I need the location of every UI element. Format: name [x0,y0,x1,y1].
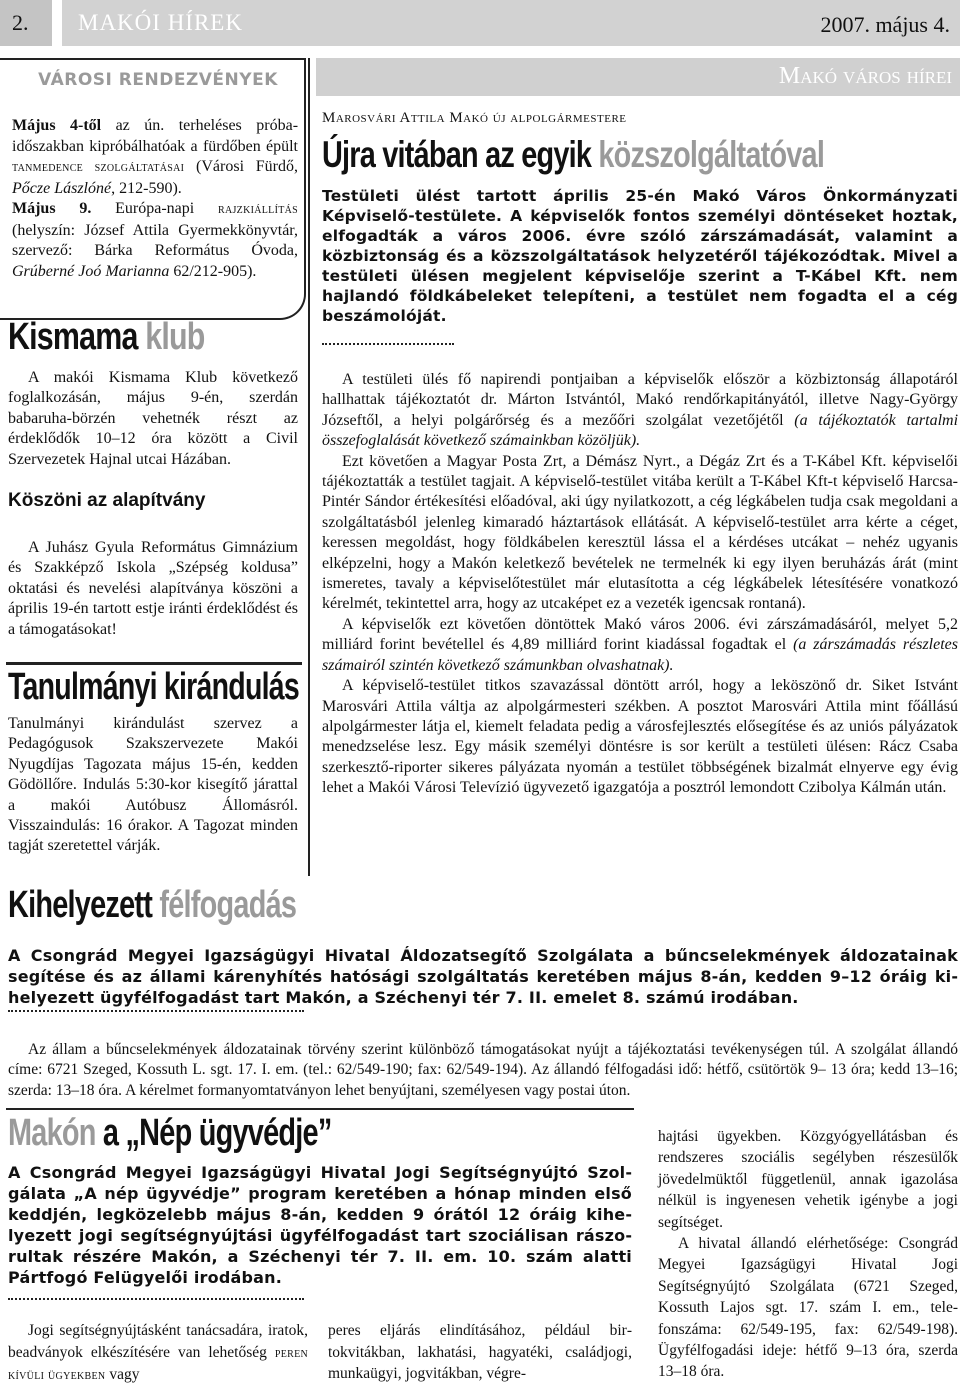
kismama-headline: Kismama klub [8,316,205,358]
dotted-rule [8,1010,304,1012]
dotted-rule [8,1298,304,1300]
events-title: VÁROSI RENDEZVÉNYEK [38,70,278,90]
koszoni-headline: Köszöni az alapítvány [8,490,206,511]
article-headline: Újra vitában az egyik közszolgáltatóval [322,134,825,175]
article-kicker: Marosvári Attila Makó új alpolgármestere [322,110,627,126]
makon-headline: Makón a „Nép ügyvédje” [8,1112,332,1154]
column-divider [308,58,310,876]
kihelyezett-lead: A Csongrád Megyei Igazságügyi Hivatal Áldozatsegítő Szolgálata a bűncselekmények áldozatainak segítése és az állami kárenyhítés hatósági szolgáltatás keretében május 8-án, kedden 9–12 óráig kihelyezett ügyfélfogadást tart Makón, a Széchenyi tér 7. II. emelet 8. számú irodában. [8,946,958,1007]
kismama-body: A makói Kismama Klub következő foglalkozásán, május 9-én, szerdán babaruha-börzén vehetnék részt az érdeklődők 10–12 óra között a Civil Szervezetek Hajnal utcai Házában. [8,369,298,468]
makon-column-2: peres eljárás elindításához, például birtokvitákban, lakhatási, hagyatéki, családjogi, munkaügyi, jogvitákban, végre- [328,1322,632,1382]
makon-lead: A Csongrád Megyei Igazságügyi Hivatal Jogi Segítségnyújtó Szolgálata „A nép ügyvédje” program keretében a hónap minden első keddjén, legközelebb május 8-án, kedden 9 órától 12 óráig kihelyezett jogi segítségnyújtási ügyfélfogadást tart szociálisan rászorultak részére Makón, a Széchenyi tér 7. II. em. 10. szám alatti Pártfogó Felügyelői irodában. [8,1163,632,1287]
event-date: Május 9. [12,200,92,217]
publication-title: MAKÓI HÍREK [78,10,243,35]
page-number: 2. [0,0,52,46]
article-body: A testületi ülés fő napirendi pontjaiban a képviselők először a közbiztonság állapotáról hallhattak tájékoztatót dr. Márton Istvántól, Makó rendőrkapitányától, illetve Nagy-György Józseftől, a helyi polgárőrség és a mezőőri szolgálat vezetőjétől (a tájékoztatók tartalmi összefoglalását következő számainkban közöljük). Ezt követően a Magyar Posta Zrt, a Démász Nyrt., a Dégáz Zrt és a T-Kábel Kft. képviselői tájékoztatták a testület tagjait. A képviselő-testület vitába került a T-Kábel Kft-t képviselő Harcsa-Pintér Sándor értékesítési előadóval, aki úgy nyilatkozott, a cég légkábelen tudja csak megoldani a szolgáltatásból jelenleg kimaradó háztartások ellátását. A képviselő-testület arra kérte a céget, keressen megoldást, hogy földkábelen keresztül lássa el a kérdéses utcákat – nehéz ugyanis elképzelni, hogy a Makón keletkező bevételek ne termelnék ki egy ilyen beruházás árát (mint ismeretes, tavaly a képviselőtestület már elutasította a cég légkábelek létesítésére vonatkozó kérelmét, tekintettel arra, hogy az utcaképet ez a vezeték igencsak rontaná). A képviselők ezt követően döntöttek Makó város 2006. évi zárszámadásáról, melyet 5,2 milliárd forint bevétellel és 4,89 milliárd forint kiadással fogadtak el (a zárszámadás részletes számairól szintén következő számunkban olvashatnak). A képviselő-testület titkos szavazással döntött arról, hogy a leköszönő dr. Siket Istvánt Marosvári Attila váltja az alpolgármesteri székben. A posztot Marosvári Attila mint főállású alpolgármester látja el, kiemelt feladata pedig a városfejlesztés elősegítése és az uniós pályázatok menedzselése lesz. Egy másik személyi döntésre is sor került a testületi ülésen: Rácz Csaba szerkesztő-riporter sikeres pályázata nyomán a testület többségének bizalmát elnyerve egy évig lehet a Makói Városi Televízió ügyvezető igazgatója a posztról lemondott Czibolya Kálmán után. [322,371,959,797]
kihelyezett-body: Az állam a bűncselekmények áldozatainak törvény szerint különböző támogatásokat nyújt a tájékoztatási tevékenységen túl. A szolgálat állandó címe: 6721 Szeged, Kossuth L. sgt. 17. I. em. (tel.: 62/549-190; fax: 62/549-194). Az állandó félfogadási idő: hétfő, csütörtök 9– 13 óra; kedd 13–16; szerda: 13–18 óra. A kérelmet formanyomtatványon lehet benyújtani, személyesen vagy postai úton. [8,1041,958,1099]
divider [6,662,302,665]
dotted-rule [322,343,454,345]
events-list: Május 4-től az ún. terheléses próbaidőszakban kipróbálhatóak a fürdőben épült tanmedence szolgáltatásai (Városi Fürdő, Pőcze Lászlóné, 212-590). Május 9. Európa-napi rajzkiállítás (helyszín: József Attila Gyermekkönyvtár, szervező: Bárka Református Óvoda, Grúberné Joó Marianna 62/212-905). [12,117,299,280]
makon-column-1: Jogi segítségnyújtásként tanácsadára, iratok, beadványok elkészítésére van lehetőség peren kívüli ügyekben vagy [8,1322,308,1383]
kihelyezett-headline: Kihelyezett félfogadás [8,884,297,926]
koszoni-body: A Juhász Gyula Református Gimnázium és Szakképző Iskola „Szépség koldusa” oktatási és nevelési alapítványa köszöni a április 19-én tartott estje iránti érdeklődést és a támogatásokat! [8,539,298,638]
makon-column-3: hajtási ügyekben. Közgyógyellátásban és rendszeres szociális segélyben részesülők jövedelmüktől függetlenül, annak igazolása nélkül is ingyenesen vehetik igénybe a jogi segítséget. A hivatal állandó elérhetősége: Csongrád Megyei Igazságügyi Hivatal Jogi Segítségnyújtó Szolgálata (6721 Szeged, Kossuth Lajos sgt. 17. szám I. em., telefonszáma: 62/549-195, fax: 62/549-198). Ügyfélfogadási ideje: hétfő 9–13 óra, szerda 13–18 óra. [658,1128,958,1381]
divider [6,1108,634,1110]
event-date: Május 4-től [12,117,102,134]
section-label: Makó város hírei [778,63,952,89]
tanulmanyi-body: Tanulmányi kirándulást szervez a Pedagógusok Szakszervezete Makói Nyugdíjas Tagozata május 15-én, kedden Gödöllőre. Indulás 5:30-kor kisegítő járattal a makói Autóbusz Állomásról. Visszaindulás: 16 órakor. A Tagozat minden tagját szeretettel várják. [8,715,298,855]
issue-date: 2007. május 4. [820,12,950,37]
tanulmanyi-headline: Tanulmányi kirándulás [8,666,299,708]
article-lead: Testületi ülést tartott április 25-én Makó Város Önkormányzati Képviselő-testülete. A képviselők fontos személyi döntéseket hoztak, elfogadták a város 2006. évre szóló zárszámadását, valamint a közbiztonság és a közszolgáltatások helyzetéről tájékozódtak. Mivel a testületi ülésen megjelent képviselője szerint a T-Kábel Kft. nem hajlandó földkábeleket telepíteni, a testület nem fogadta el a cég beszámolóját. [322,187,958,325]
